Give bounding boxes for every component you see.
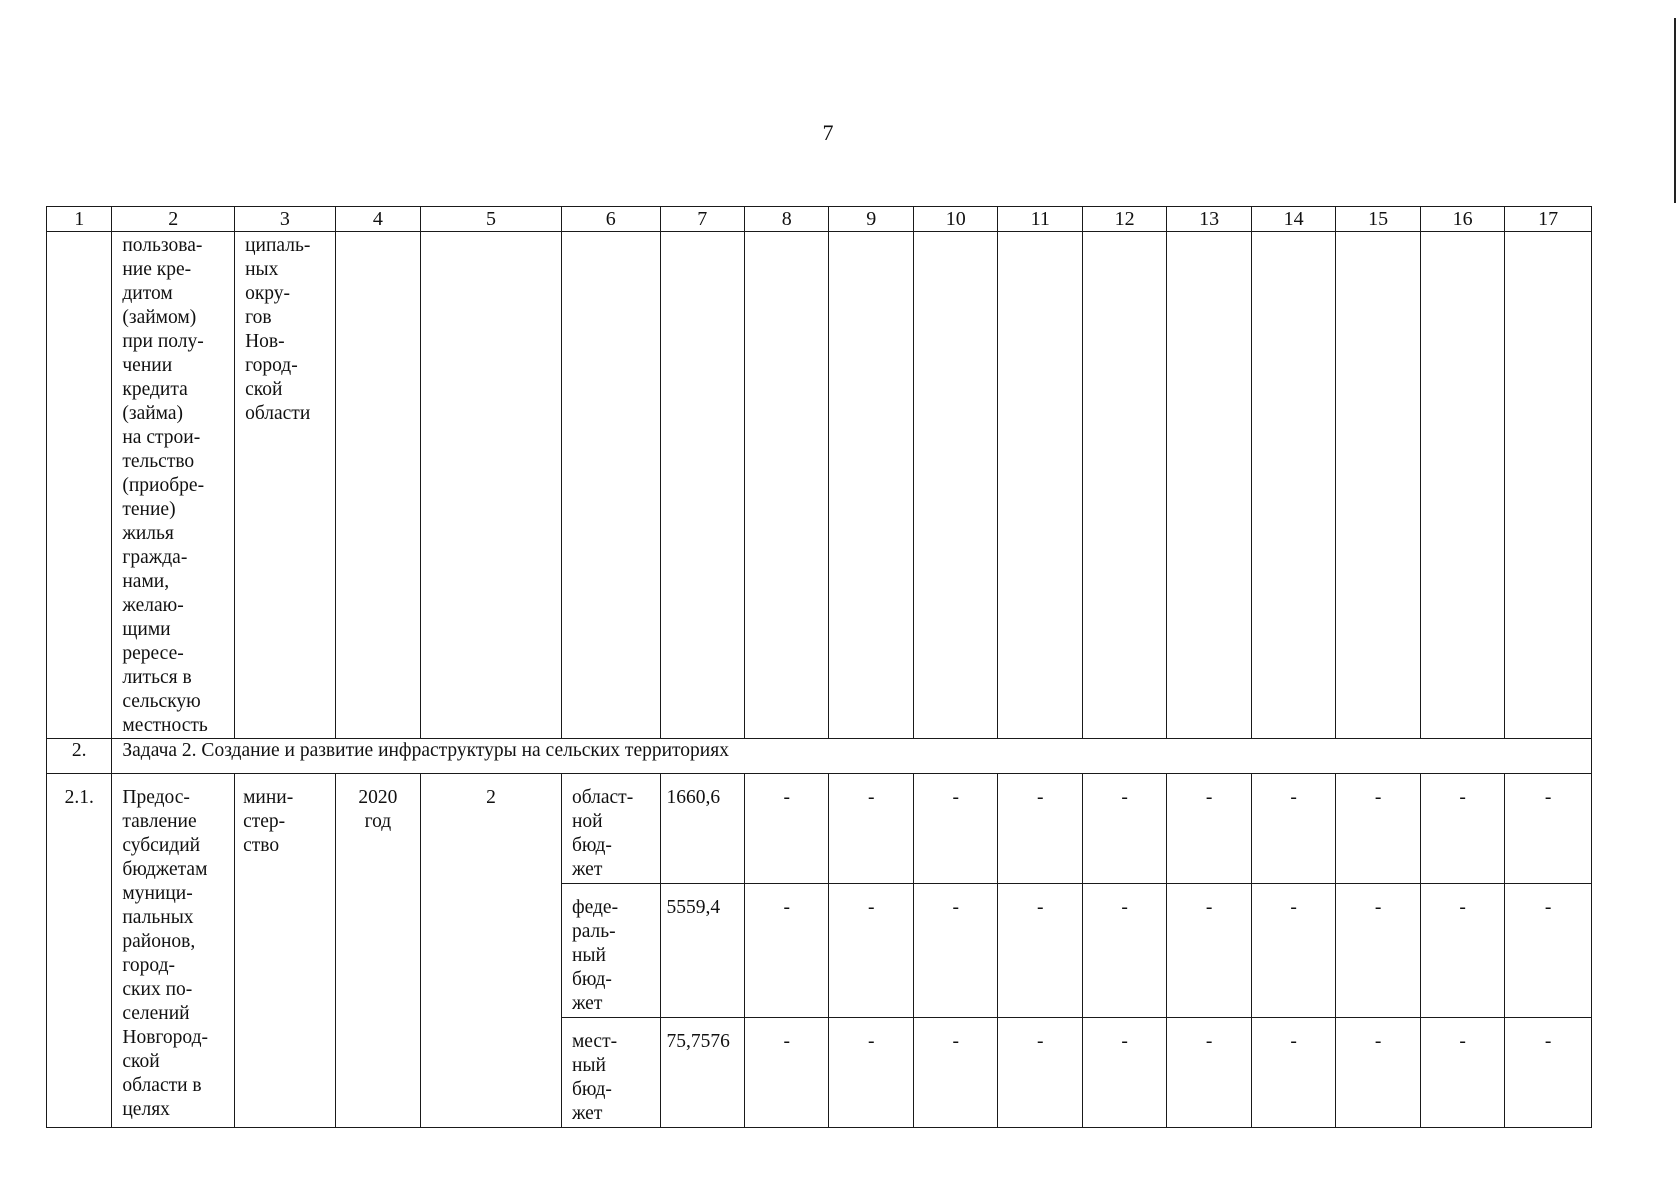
column-number-cell: 12	[1082, 207, 1166, 232]
dash-cell: -	[1505, 1018, 1592, 1128]
dash-cell: -	[1336, 1018, 1420, 1128]
column-number-cell: 7	[660, 207, 744, 232]
empty-cell	[998, 232, 1082, 739]
budget-amount-cell: 1660,6	[660, 774, 744, 884]
dash-cell: -	[829, 1018, 913, 1128]
empty-cell	[335, 232, 420, 739]
column-number-cell: 13	[1167, 207, 1251, 232]
dash-cell: -	[1336, 774, 1420, 884]
dash-cell: -	[913, 884, 997, 1018]
item-description-cell	[112, 774, 235, 1128]
budget-amount-cell: 75,7576	[660, 1018, 744, 1128]
dash-cell: -	[998, 1018, 1082, 1128]
dash-cell: -	[913, 774, 997, 884]
item-executor-text: мини- стер- ство	[243, 787, 294, 856]
dash-cell: -	[745, 774, 829, 884]
item-executor-cell	[235, 774, 336, 1128]
empty-cell	[1336, 232, 1420, 739]
dash-cell: -	[1505, 884, 1592, 1018]
dash-cell: -	[1251, 774, 1335, 884]
column-number-cell: 16	[1420, 207, 1504, 232]
empty-cell	[1082, 232, 1166, 739]
column-number-cell: 3	[235, 207, 336, 232]
budget-source-text: област- ной бюд- жет	[571, 787, 634, 880]
continued-description-text: пользова- ние кре- дитом (займом) при полу- чении кредита (займа) на строи- тельство (приобре- тение) жилья гражда- нами, желаю- щими pересе- литься в сельскую местность	[122, 235, 208, 736]
column-number-cell: 5	[421, 207, 562, 232]
dash-cell: -	[1420, 884, 1504, 1018]
task-title-cell: Задача 2. Создание и развитие инфраструктуры на сельских территориях	[112, 739, 1592, 774]
dash-cell: -	[1420, 1018, 1504, 1128]
dash-cell: -	[745, 1018, 829, 1128]
dash-cell: -	[913, 1018, 997, 1128]
dash-cell: -	[1082, 774, 1166, 884]
task-row	[47, 739, 1592, 774]
budget-amount-cell: 5559,4	[660, 884, 744, 1018]
empty-cell	[421, 232, 562, 739]
dash-cell: -	[1251, 884, 1335, 1018]
dash-cell: -	[1336, 884, 1420, 1018]
column-number-cell: 10	[913, 207, 997, 232]
dash-cell: -	[1505, 774, 1592, 884]
column-number-cell: 2	[112, 207, 235, 232]
dash-cell: -	[745, 884, 829, 1018]
budget-source-text: мест- ный бюд- жет	[571, 1031, 618, 1124]
item-period-cell	[335, 774, 420, 1128]
budget-source-cell	[561, 884, 660, 1018]
column-number-cell: 9	[829, 207, 913, 232]
dash-cell: -	[1167, 1018, 1251, 1128]
page-number: 7	[822, 120, 834, 145]
task-number-cell: 2.	[47, 739, 112, 774]
empty-cell	[47, 232, 112, 739]
empty-cell	[660, 232, 744, 739]
dash-cell: -	[829, 774, 913, 884]
item-target-cell: 2	[421, 774, 562, 1128]
dash-cell: -	[1167, 884, 1251, 1018]
column-number-cell: 6	[561, 207, 660, 232]
dash-cell: -	[1420, 774, 1504, 884]
continuation-row	[47, 232, 1592, 739]
column-number-cell: 14	[1251, 207, 1335, 232]
budget-source-text: феде- раль- ный бюд- жет	[571, 897, 619, 1014]
dash-cell: -	[1167, 774, 1251, 884]
budget-source-cell	[561, 774, 660, 884]
column-number-row	[47, 207, 1592, 232]
dash-cell: -	[1251, 1018, 1335, 1128]
empty-cell	[1420, 232, 1504, 739]
empty-cell	[1505, 232, 1592, 739]
column-number-cell: 11	[998, 207, 1082, 232]
budget-source-cell	[561, 1018, 660, 1128]
column-number-cell: 4	[335, 207, 420, 232]
column-number-cell: 15	[1336, 207, 1420, 232]
empty-cell	[913, 232, 997, 739]
continued-description-cell	[112, 232, 235, 739]
dash-cell: -	[1082, 884, 1166, 1018]
item-period-text: 2020 год	[358, 787, 398, 832]
empty-cell	[1167, 232, 1251, 739]
empty-cell	[1251, 232, 1335, 739]
empty-cell	[745, 232, 829, 739]
program-table	[46, 206, 1592, 1128]
column-number-cell: 17	[1505, 207, 1592, 232]
continued-executor-text: ципаль- ных окру- гов Нов- город- ской области	[245, 235, 311, 424]
empty-cell	[829, 232, 913, 739]
item-row-regional-budget	[47, 774, 1592, 884]
column-number-cell: 1	[47, 207, 112, 232]
dash-cell: -	[1082, 1018, 1166, 1128]
empty-cell	[561, 232, 660, 739]
item-description-text: Предос- тавление субсидий бюджетам муници- пальных районов, город- ских по- селений Новгород- ской области в целях	[122, 787, 209, 1120]
dash-cell: -	[998, 884, 1082, 1018]
dash-cell: -	[829, 884, 913, 1018]
continued-executor-cell	[235, 232, 336, 739]
dash-cell: -	[998, 774, 1082, 884]
column-number-cell: 8	[745, 207, 829, 232]
item-number-cell: 2.1.	[47, 774, 112, 1128]
